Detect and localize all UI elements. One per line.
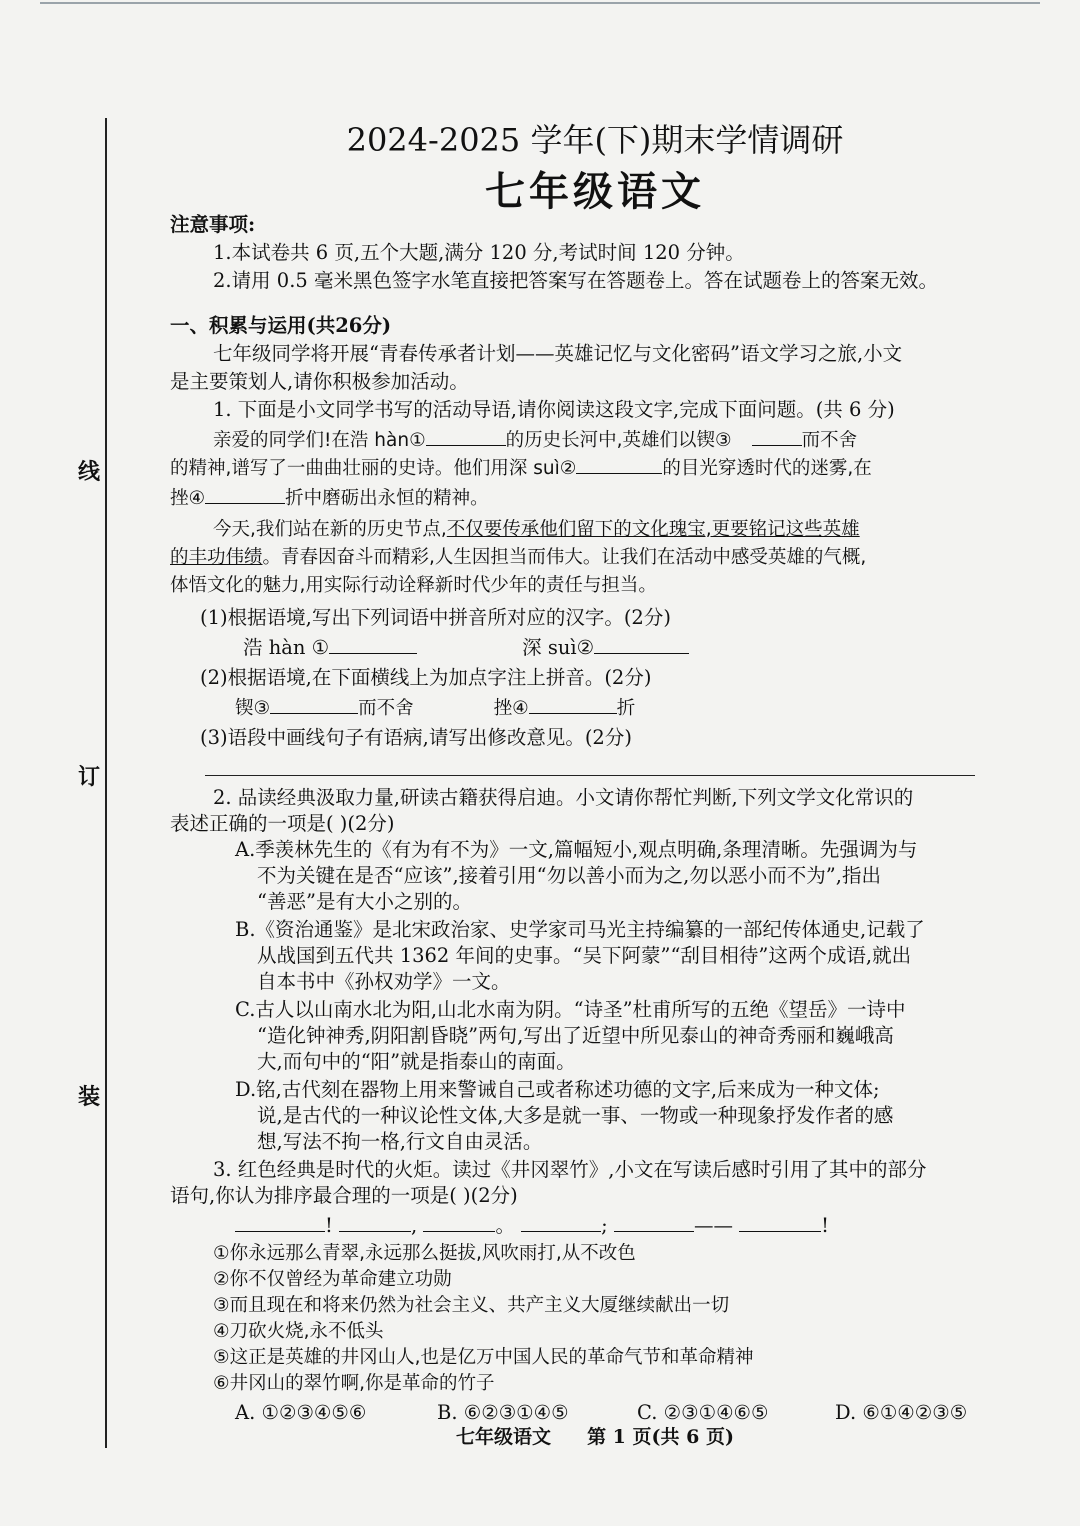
- punct-mark: ,: [411, 1214, 418, 1237]
- punct-mark: !: [325, 1214, 333, 1237]
- q3-blank-row: [235, 1213, 829, 1239]
- notice-item-1: 1.本试卷共 6 页,五个大题,满分 120 分,考试时间 120 分钟。: [213, 241, 745, 264]
- answer-blank-3: [270, 695, 358, 714]
- q1-passage-line-2: [170, 455, 872, 482]
- passage-text: 亲爱的同学们!在浩 hàn①: [213, 430, 426, 451]
- q3-stem-line-2: 语句,你认为排序最合理的一项是( )(2分): [170, 1184, 518, 1207]
- q2-option-c-line-2: “造化钟神秀,阴阳割昏晓”两句,写出了近望中所见泰山的神奇秀丽和巍峨高: [257, 1024, 894, 1047]
- blank-4: [205, 485, 285, 504]
- sub2-item-b: 挫④: [493, 698, 529, 719]
- q1-passage-line-5: [170, 545, 866, 571]
- q1-sub1: (1)根据语境,写出下列词语中拼音所对应的汉字。(2分): [200, 606, 671, 629]
- binding-margin-rule: [105, 118, 107, 1448]
- q3-sentence-6: ⑥井冈山的翠竹啊,你是革命的竹子: [213, 1373, 495, 1394]
- q1-passage-line-4: [213, 517, 860, 543]
- q3-stem-line-1: 3. 红色经典是时代的火炬。读过《井冈翠竹》,小文在写读后感时引用了其中的部分: [213, 1158, 927, 1181]
- q3-sentence-2: ②你不仅曾经为革命建立功勋: [213, 1269, 452, 1290]
- sub1-item-a: 浩 hàn ①: [243, 636, 330, 659]
- order-blank-4: [521, 1213, 601, 1232]
- q3-choice-a: A. ①②③④⑤⑥: [235, 1401, 367, 1424]
- q2-option-b-line-3: 自本书中《孙权劝学》一文。: [257, 970, 511, 993]
- answer-blank-4: [529, 695, 617, 714]
- q1-sub3: (3)语段中画线句子有语病,请写出修改意见。(2分): [200, 726, 632, 749]
- scan-top-edge: [40, 2, 1040, 4]
- order-blank-2: [339, 1213, 411, 1232]
- section1-intro-line-1: 七年级同学将开展“青春传承者计划——英雄记忆与文化密码”语文学习之旅,小文: [213, 342, 903, 365]
- q1-sub3-answer-line: [205, 775, 975, 776]
- q2-option-d-line-1: D.铭,古代刻在器物上用来警诫自己或者称述功德的文字,后来成为一种文体;: [235, 1078, 880, 1101]
- sub2-item-a-suffix: 而不舍: [358, 698, 414, 719]
- q2-option-d-line-2: 说,是古代的一种议论性文体,大多是就一事、一物或一种现象抒发作者的感: [257, 1104, 894, 1127]
- answer-blank-1: [329, 635, 417, 654]
- q2-option-b-line-1: B.《资治通鉴》是北宋政治家、史学家司马光主持编纂的一部纪传体通史,记载了: [235, 918, 925, 941]
- passage-text: 折中磨砺出永恒的精神。: [285, 488, 489, 509]
- q3-sentence-1: ①你永远那么青翠,永远那么挺拔,风吹雨打,从不改色: [213, 1243, 636, 1264]
- punct-mark: 。: [495, 1214, 515, 1237]
- margin-label-ding: 订: [78, 764, 101, 790]
- q3-choice-d: D. ⑥①④②③⑤: [835, 1401, 968, 1424]
- notice-item-2: 2.请用 0.5 毫米黑色签字水笔直接把答案写在答题卷上。答在试题卷上的答案无效。: [213, 269, 939, 292]
- q2-stem-line-1: 2. 品读经典汲取力量,研读古籍获得启迪。小文请你帮忙判断,下列文学文化常识的: [213, 786, 914, 809]
- punct-mark: ——: [693, 1214, 733, 1237]
- blank-3: [752, 427, 802, 446]
- q2-option-c-line-1: C.古人以山南水北为阳,山北水南为阴。“诗圣”杜甫所写的五绝《望岳》一诗中: [235, 998, 906, 1021]
- q3-sentence-3: ③而且现在和将来仍然为社会主义、共产主义大厦继续献出一切: [213, 1295, 730, 1316]
- underlined-sentence: 的丰功伟绩: [170, 547, 263, 568]
- q1-stem: 1. 下面是小文同学书写的活动导语,请你阅读这段文字,完成下面问题。(共 6 分): [213, 398, 895, 421]
- sub2-item-b-suffix: 折: [616, 698, 636, 719]
- q1-sub1-answers: [243, 635, 689, 661]
- q2-option-a-line-1: A.季羡林先生的《有为有不为》一文,篇幅短小,观点明确,条理清晰。先强调为与: [235, 838, 918, 861]
- q3-sentence-5: ⑤这正是英雄的井冈山人,也是亿万中国人民的革命气节和革命精神: [213, 1347, 754, 1368]
- exam-subject-title: 七年级语文: [485, 168, 705, 215]
- page-footer: [165, 1422, 1025, 1449]
- exam-title: 2024-2025 学年(下)期末学情调研: [346, 121, 844, 159]
- q2-option-d-line-3: 想,写法不拘一格,行文自由灵活。: [257, 1130, 543, 1153]
- q3-choice-c: C. ②③①④⑥⑤: [637, 1401, 769, 1424]
- q1-sub2-answers: [235, 695, 635, 722]
- punct-mark: ;: [601, 1214, 608, 1237]
- passage-text: 挫④: [170, 488, 206, 509]
- passage-text: 。青春因奋斗而精彩,人生因担当而伟大。让我们在活动中感受英雄的气概,: [262, 547, 867, 568]
- section1-heading: 一、积累与运用(共26分): [170, 314, 392, 337]
- section1-intro-line-2: 是主要策划人,请你积极参加活动。: [170, 370, 469, 393]
- q2-option-b-line-2: 从战国到五代共 1362 年间的史事。“吴下阿蒙”“刮目相待”这两个成语,就出: [257, 944, 912, 967]
- order-blank-1: [235, 1213, 325, 1232]
- q2-option-a-line-3: “善恶”是有大小之别的。: [257, 890, 472, 913]
- footer-page-number: 第 1 页(共 6 页): [587, 1426, 734, 1448]
- q2-option-a-line-2: 不为关键在是否“应该”,接着引用“勿以善小而为之,勿以恶小而不为”,指出: [257, 864, 881, 887]
- margin-label-xian: 线: [78, 459, 101, 485]
- passage-text: 的目光穿透时代的迷雾,在: [662, 458, 872, 479]
- underlined-sentence: 不仅要传承他们留下的文化瑰宝,更要铭记这些英雄: [446, 519, 860, 540]
- margin-label-zhuang: 装: [78, 1084, 101, 1110]
- q2-option-c-line-3: 大,而句中的“阳”就是指泰山的南面。: [257, 1050, 576, 1073]
- q2-stem-line-2: 表述正确的一项是( )(2分): [170, 812, 395, 835]
- order-blank-5: [614, 1213, 694, 1232]
- notice-heading: 注意事项:: [170, 213, 256, 236]
- sub2-item-a: 锲③: [235, 698, 271, 719]
- q3-sentence-4: ④刀砍火烧,永不低头: [213, 1321, 384, 1342]
- q1-passage-line-6: 体悟文化的魅力,用实际行动诠释新时代少年的责任与担当。: [170, 575, 657, 596]
- q1-passage-line-1: [213, 427, 857, 454]
- passage-text: 而不舍: [801, 430, 858, 451]
- passage-text: 的历史长河中,英雄们以锲③: [505, 430, 732, 451]
- footer-subject: 七年级语文: [456, 1426, 552, 1448]
- blank-2: [576, 455, 662, 474]
- blank-1: [426, 427, 506, 446]
- q3-choice-b: B. ⑥②③①④⑤: [437, 1401, 569, 1424]
- answer-blank-2: [594, 635, 689, 654]
- q1-passage-line-3: [170, 485, 489, 512]
- sub1-item-b: 深 suì②: [522, 636, 595, 659]
- q1-sub2: (2)根据语境,在下面横线上为加点字注上拼音。(2分): [200, 666, 652, 689]
- punct-mark: !: [821, 1214, 829, 1237]
- passage-text: 今天,我们站在新的历史节点,: [213, 519, 447, 540]
- order-blank-3: [423, 1213, 495, 1232]
- order-blank-6: [739, 1213, 821, 1232]
- passage-text: 的精神,谱写了一曲曲壮丽的史诗。他们用深 suì②: [170, 458, 577, 479]
